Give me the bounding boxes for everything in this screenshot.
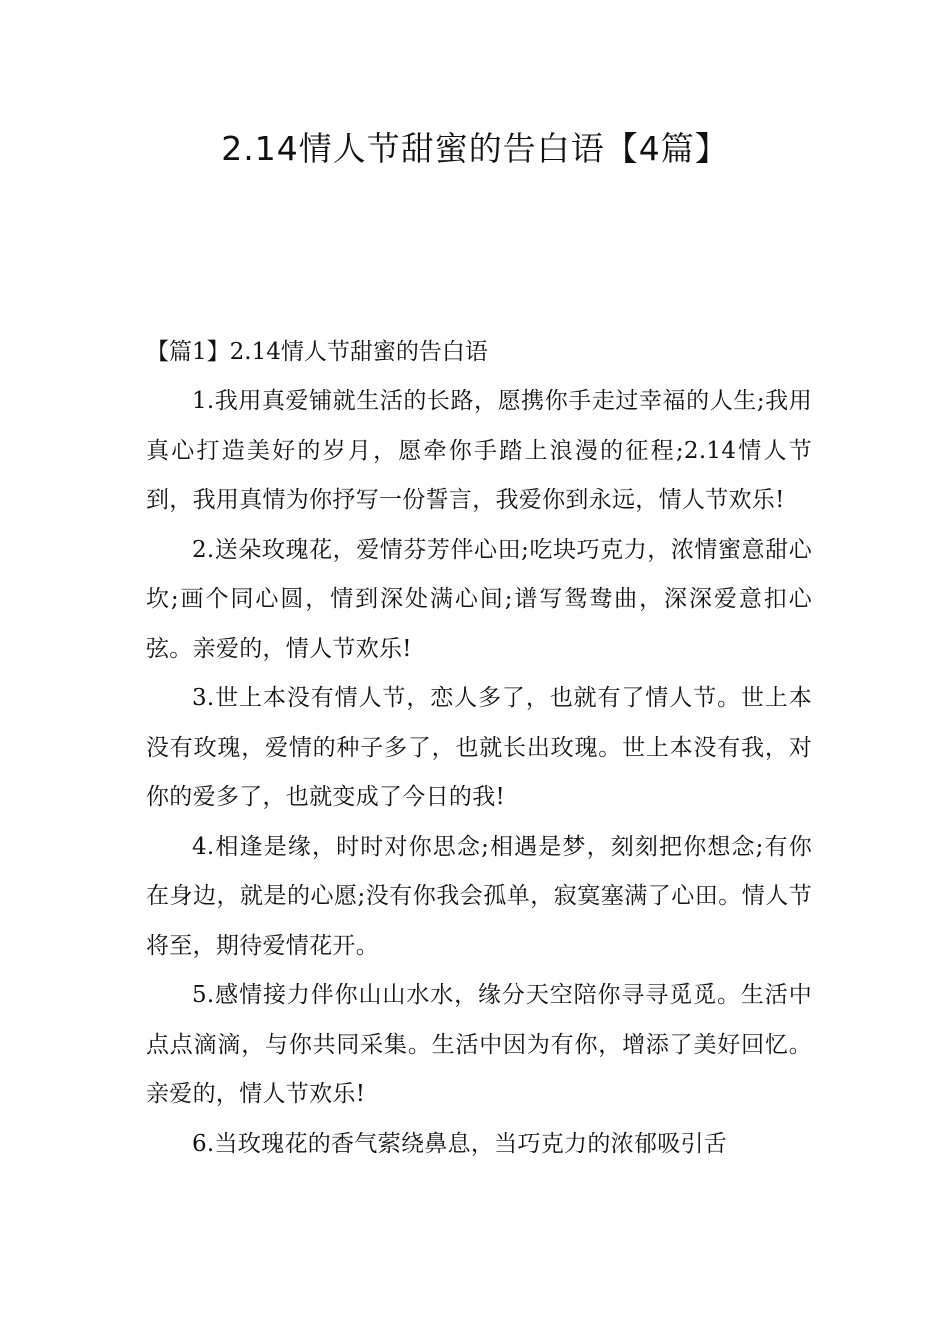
paragraph-4: 4.相逢是缘，时时对你思念;相遇是梦，刻刻把你想念;有你在身边，就是的心愿;没有你我会孤单，寂寞塞满了心田。情人节将至，期待爱情花开。	[146, 833, 812, 959]
paragraph-5: 5.感情接力伴你山山水水，缘分天空陪你寻寻觅觅。生活中点点滴滴，与你共同采集。生活中因为有你，增添了美好回忆。亲爱的，情人节欢乐!	[146, 982, 812, 1107]
paragraph-3: 3.世上本没有情人节，恋人多了，也就有了情人节。世上本没有玫瑰，爱情的种子多了，也就长出玫瑰。世上本没有我，对你的爱多了，也就变成了今日的我!	[146, 685, 812, 810]
section-1	[146, 328, 812, 1169]
paragraph-1: 1.我用真爱铺就生活的长路，愿携你手走过幸福的人生;我用真心打造美好的岁月，愿牵你手踏上浪漫的征程;2.14情人节到，我用真情为你抒写一份誓言，我爱你到永远，情人节欢乐!	[146, 388, 812, 513]
document-title: 2.14情人节甜蜜的告白语【4篇】	[221, 129, 729, 168]
paragraph-2: 2.送朵玫瑰花，爱情芬芳伴心田;吃块巧克力，浓情蜜意甜心坎;画个同心圆，情到深处满心间;谱写鸳鸯曲，深深爱意扣心弦。亲爱的，情人节欢乐!	[146, 536, 812, 662]
paragraph-6: 6.当玫瑰花的香气萦绕鼻息，当巧克力的浓郁吸引舌	[192, 1130, 728, 1157]
section-heading: 【篇1】2.14情人节甜蜜的告白语	[146, 339, 488, 365]
